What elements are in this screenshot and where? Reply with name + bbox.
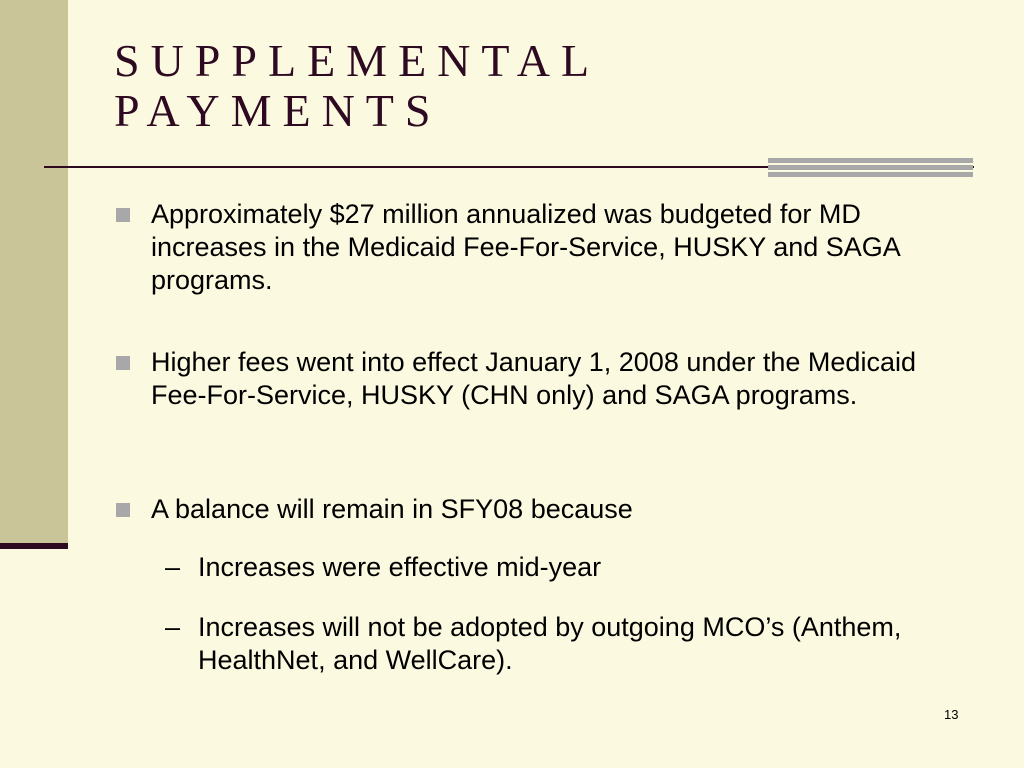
bullet-item — [116, 346, 946, 412]
bullet-item — [116, 493, 946, 526]
bullet-text: A balance will remain in SFY08 because — [151, 494, 633, 524]
sub-bullet-item — [165, 611, 965, 677]
accent-bar-middle — [768, 165, 973, 170]
accent-bar-bottom — [768, 172, 973, 177]
sub-bullet-text: Increases will not be adopted by outgoing MCO’s (Anthem, HealthNet, and WellCare). — [198, 612, 902, 675]
sub-bullet-text: Increases were effective mid-year — [198, 552, 602, 582]
bullet-text: Approximately $27 million annualized was budgeted for MD increases in the Medicaid Fee-For-Service, HUSKY and SAGA programs. — [151, 199, 900, 295]
bullet-text: Higher fees went into effect January 1, 2008 under the Medicaid Fee-For-Service, HUSKY (CHN only) and SAGA programs. — [151, 347, 916, 410]
left-decorative-bar — [0, 543, 68, 549]
dash-marker: – — [165, 612, 181, 642]
title-line-1: SUPPLEMENTAL — [114, 35, 601, 86]
sub-bullet-item — [165, 551, 965, 584]
accent-bar-top — [768, 158, 973, 163]
dash-marker: – — [165, 552, 181, 582]
bullet-item — [116, 198, 946, 297]
square-bullet-icon — [116, 356, 130, 370]
title-line-2: PAYMENTS — [114, 85, 442, 136]
slide-title — [114, 36, 934, 136]
square-bullet-icon — [116, 503, 130, 517]
square-bullet-icon — [116, 208, 130, 222]
page-number: 13 — [944, 707, 959, 722]
left-decorative-band — [0, 0, 68, 543]
